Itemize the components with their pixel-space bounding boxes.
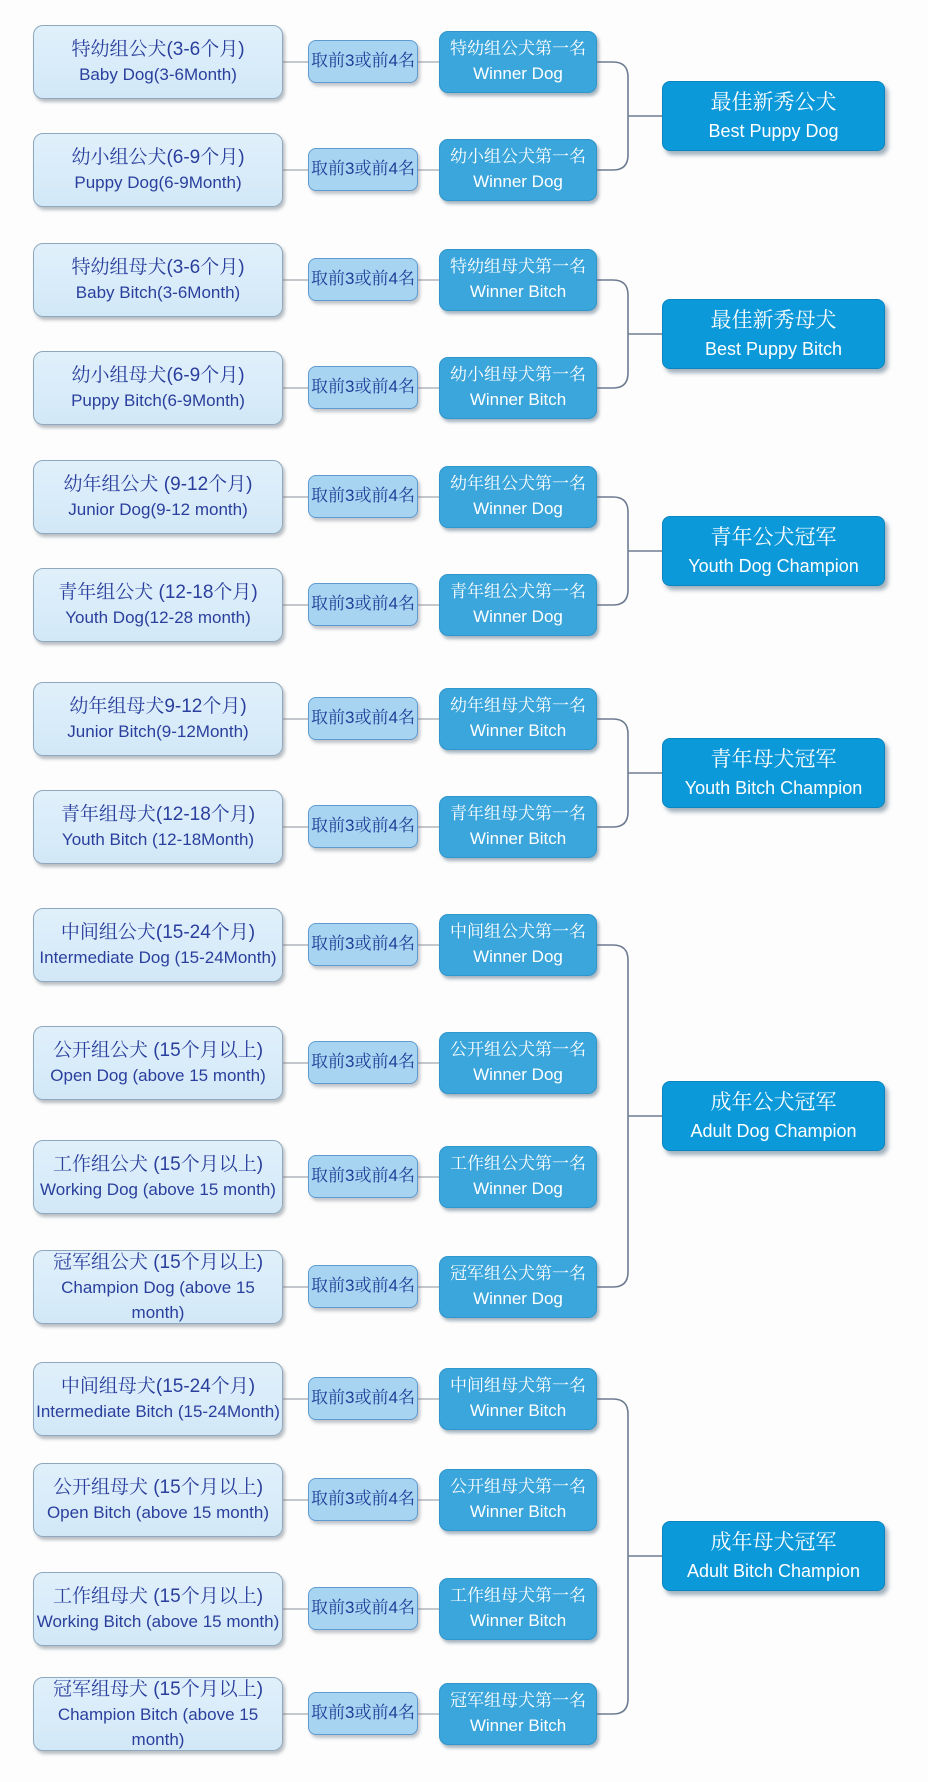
winner-box — [439, 1256, 597, 1318]
champion-title-en: Youth Bitch Champion — [684, 778, 863, 799]
winner-title-cn: 幼小组母犬第一名 — [450, 365, 586, 385]
winner-title-cn: 中间组母犬第一名 — [450, 1376, 586, 1396]
stage-box — [33, 908, 283, 982]
champion-box — [662, 299, 885, 369]
champion-box — [662, 81, 885, 151]
take-box: 取前3或前4名 — [308, 148, 418, 191]
take-box: 取前3或前4名 — [308, 583, 418, 626]
champion-box — [662, 516, 885, 586]
stage-name-en: Intermediate Dog (15-24Month) — [39, 948, 277, 968]
winner-title-cn: 公开组母犬第一名 — [450, 1477, 586, 1497]
stage-box — [33, 1250, 283, 1324]
winner-title-en: Winner Dog — [473, 1065, 563, 1084]
winner-title-cn: 冠军组公犬第一名 — [450, 1264, 586, 1284]
winner-box — [439, 1146, 597, 1208]
winner-title-cn: 青年组公犬第一名 — [450, 582, 586, 602]
champion-box — [662, 1521, 885, 1591]
stage-name-en: Open Bitch (above 15 month) — [46, 1503, 270, 1523]
stage-name-cn: 幼年组公犬 (9-12个月) — [63, 473, 253, 495]
stage-box — [33, 1026, 283, 1100]
stage-name-cn: 中间组母犬(15-24个月) — [60, 1375, 256, 1397]
winner-box — [439, 1469, 597, 1531]
stage-name-cn: 中间组公犬(15-24个月) — [60, 921, 256, 943]
bracket-section-4 — [597, 719, 662, 827]
champion-title-cn: 青年母犬冠军 — [710, 747, 837, 771]
winner-box — [439, 1578, 597, 1640]
stage-box — [33, 1572, 283, 1646]
stage-name-en: Open Dog (above 15 month) — [50, 1066, 266, 1086]
stage-box — [33, 243, 283, 317]
stage-name-cn: 公开组公犬 (15个月以上) — [52, 1039, 264, 1061]
winner-box — [439, 466, 597, 528]
winner-title-en: Winner Bitch — [469, 282, 567, 301]
stage-name-en: Youth Bitch (12-18Month) — [61, 830, 255, 850]
winner-title-cn: 工作组母犬第一名 — [450, 1586, 586, 1606]
winner-title-en: Winner Dog — [473, 607, 563, 626]
champion-title-cn: 最佳新秀公犬 — [710, 90, 837, 114]
take-box: 取前3或前4名 — [308, 40, 418, 83]
winner-box — [439, 914, 597, 976]
winner-title-en: Winner Bitch — [469, 1502, 567, 1521]
champion-title-en: Adult Bitch Champion — [686, 1561, 861, 1582]
winner-title-en: Winner Bitch — [469, 390, 567, 409]
take-box: 取前3或前4名 — [308, 1265, 418, 1308]
stage-name-cn: 幼小组母犬(6-9个月) — [71, 364, 245, 386]
winner-title-cn: 幼年组公犬第一名 — [450, 474, 586, 494]
stage-box — [33, 25, 283, 99]
stage-name-cn: 幼年组母犬9-12个月) — [69, 695, 247, 717]
winner-box — [439, 688, 597, 750]
stage-name-cn: 冠军组母犬 (15个月以上) — [52, 1678, 264, 1700]
stage-name-cn: 冠军组公犬 (15个月以上) — [52, 1251, 264, 1273]
winner-title-en: Winner Dog — [473, 64, 563, 83]
winner-box — [439, 574, 597, 636]
winner-box — [439, 357, 597, 419]
stage-name-en: Junior Dog(9-12 month) — [68, 500, 248, 520]
take-box: 取前3或前4名 — [308, 1587, 418, 1630]
stage-name-cn: 公开组母犬 (15个月以上) — [52, 1476, 264, 1498]
stage-box — [33, 460, 283, 534]
bracket-section-1 — [597, 62, 662, 170]
champion-title-cn: 最佳新秀母犬 — [710, 308, 837, 332]
take-box: 取前3或前4名 — [308, 475, 418, 518]
champion-title-en: Best Puppy Dog — [708, 121, 839, 142]
stage-box — [33, 1362, 283, 1436]
champion-title-cn: 成年母犬冠军 — [710, 1530, 837, 1554]
winner-box — [439, 249, 597, 311]
bracket-section-3 — [597, 497, 662, 605]
winner-title-cn: 公开组公犬第一名 — [450, 1040, 586, 1060]
champion-box — [662, 738, 885, 808]
stage-name-cn: 幼小组公犬(6-9个月) — [71, 146, 245, 168]
stage-name-en: Puppy Dog(6-9Month) — [74, 173, 242, 193]
stage-name-cn: 青年组母犬(12-18个月) — [60, 803, 256, 825]
take-box: 取前3或前4名 — [308, 1155, 418, 1198]
winner-box — [439, 31, 597, 93]
take-box: 取前3或前4名 — [308, 1041, 418, 1084]
winner-box — [439, 1368, 597, 1430]
winner-box — [439, 139, 597, 201]
take-box: 取前3或前4名 — [308, 366, 418, 409]
stage-name-en: Baby Dog(3-6Month) — [79, 65, 237, 85]
champion-box — [662, 1081, 885, 1151]
stage-name-en: Champion Bitch (above 15 month) — [57, 1705, 259, 1749]
champion-title-en: Best Puppy Bitch — [704, 339, 843, 360]
winner-title-en: Winner Bitch — [469, 721, 567, 740]
take-box: 取前3或前4名 — [308, 258, 418, 301]
bracket-section-5 — [597, 945, 662, 1287]
winner-box — [439, 796, 597, 858]
stage-name-cn: 特幼组母犬(3-6个月) — [71, 256, 245, 278]
stage-connectors — [283, 62, 439, 1714]
stage-box — [33, 133, 283, 207]
stage-box — [33, 682, 283, 756]
stage-name-en: Champion Dog (above 15 month) — [61, 1278, 255, 1322]
winner-box — [439, 1683, 597, 1745]
stage-name-en: Working Bitch (above 15 month) — [36, 1612, 280, 1632]
stage-name-cn: 工作组公犬 (15个月以上) — [52, 1153, 264, 1175]
stage-box — [33, 351, 283, 425]
bracket-section-6 — [597, 1399, 662, 1714]
stage-box — [33, 1463, 283, 1537]
winner-title-en: Winner Dog — [473, 1289, 563, 1308]
stage-box — [33, 568, 283, 642]
take-box: 取前3或前4名 — [308, 923, 418, 966]
stage-name-en: Working Dog (above 15 month) — [40, 1180, 276, 1200]
winner-box — [439, 1032, 597, 1094]
stage-box — [33, 790, 283, 864]
winner-title-en: Winner Dog — [473, 172, 563, 191]
take-box: 取前3或前4名 — [308, 697, 418, 740]
stage-name-cn: 青年组公犬 (12-18个月) — [58, 581, 258, 603]
winner-title-cn: 中间组公犬第一名 — [450, 922, 586, 942]
champion-title-en: Adult Dog Champion — [690, 1121, 857, 1142]
stage-name-en: Puppy Bitch(6-9Month) — [71, 391, 245, 411]
winner-title-en: Winner Dog — [473, 499, 563, 518]
take-box: 取前3或前4名 — [308, 1478, 418, 1521]
winner-title-cn: 冠军组母犬第一名 — [450, 1691, 586, 1711]
winner-title-cn: 幼年组母犬第一名 — [450, 696, 586, 716]
stage-name-cn: 特幼组公犬(3-6个月) — [71, 38, 245, 60]
winner-title-en: Winner Bitch — [469, 1401, 567, 1420]
winner-title-en: Winner Dog — [473, 947, 563, 966]
champion-title-cn: 青年公犬冠军 — [710, 525, 837, 549]
stage-box — [33, 1140, 283, 1214]
stage-name-cn: 工作组母犬 (15个月以上) — [52, 1585, 264, 1607]
winner-title-en: Winner Bitch — [469, 1716, 567, 1735]
bracket-section-2 — [597, 280, 662, 388]
take-box: 取前3或前4名 — [308, 1377, 418, 1420]
take-box: 取前3或前4名 — [308, 805, 418, 848]
stage-name-en: Intermediate Bitch (15-24Month) — [36, 1402, 280, 1422]
stage-box — [33, 1677, 283, 1751]
champion-title-cn: 成年公犬冠军 — [710, 1090, 837, 1114]
winner-title-en: Winner Bitch — [469, 829, 567, 848]
champion-title-en: Youth Dog Champion — [688, 556, 859, 577]
winner-title-cn: 工作组公犬第一名 — [450, 1154, 586, 1174]
winner-title-en: Winner Bitch — [469, 1611, 567, 1630]
stage-name-en: Junior Bitch(9-12Month) — [67, 722, 249, 742]
winner-title-cn: 幼小组公犬第一名 — [450, 147, 586, 167]
winner-title-cn: 特幼组母犬第一名 — [450, 257, 586, 277]
stage-name-en: Baby Bitch(3-6Month) — [75, 283, 241, 303]
stage-name-en: Youth Dog(12-28 month) — [65, 608, 251, 628]
take-box: 取前3或前4名 — [308, 1692, 418, 1735]
winner-title-cn: 特幼组公犬第一名 — [450, 39, 586, 59]
winner-title-en: Winner Dog — [473, 1179, 563, 1198]
winner-title-cn: 青年组母犬第一名 — [450, 804, 586, 824]
